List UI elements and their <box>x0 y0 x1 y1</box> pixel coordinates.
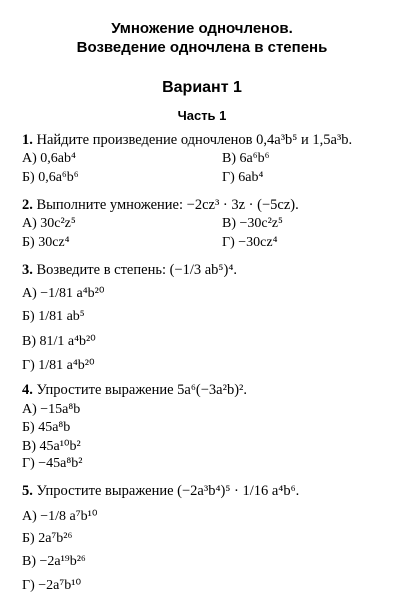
question-number: 3. <box>22 262 33 278</box>
answer-5c: В) −2a¹⁹b²⁶ <box>22 554 86 569</box>
question-text: Выполните умножение: −2cz³ · 3z · (−5cz). <box>36 197 299 213</box>
question-text: Найдите произведение одночленов 0,4a³b⁵ и 1,5a³b. <box>36 132 353 148</box>
question-text: Упростите выражение 5a⁶(−3a²b)². <box>36 382 247 398</box>
answer-5a: А) −1/8 a⁷b¹⁰ <box>22 509 98 524</box>
title-line-2: Возведение одночлена в степень <box>76 39 328 56</box>
answer-5d: Г) −2a⁷b¹⁰ <box>22 578 82 593</box>
answer-4c: В) 45a¹⁰b² <box>22 439 81 454</box>
question-1 <box>22 132 352 149</box>
answer-4a: А) −15a⁸b <box>22 402 81 417</box>
question-4 <box>22 382 247 399</box>
question-2 <box>22 197 299 214</box>
question-number: 2. <box>22 197 33 213</box>
answer-5b: Б) 2a⁷b²⁶ <box>22 531 73 546</box>
question-text: Возведите в степень: (−1/3 ab⁵)⁴. <box>36 262 238 278</box>
answer-2a: А) 30c²z⁵ <box>22 216 76 231</box>
answer-2b: Б) 30cz⁴ <box>22 235 70 250</box>
answer-1c: В) 6a⁶b⁶ <box>222 151 270 166</box>
question-number: 1. <box>22 132 33 148</box>
answer-3d: Г) 1/81 a⁴b²⁰ <box>22 358 95 373</box>
answer-4b: Б) 45a⁸b <box>22 420 71 435</box>
answer-2d: Г) −30cz⁴ <box>222 235 278 250</box>
question-5 <box>22 483 299 500</box>
title-line-1: Умножение одночленов. <box>111 20 293 37</box>
answer-1d: Г) 6ab⁴ <box>222 170 264 185</box>
answer-3c: В) 81/1 a⁴b²⁰ <box>22 334 96 349</box>
question-text: Упростите выражение (−2a³b⁴)⁵ · 1/16 a⁴b⁶. <box>36 483 300 499</box>
answer-3b: Б) 1/81 ab⁵ <box>22 309 85 324</box>
answer-1a: А) 0,6ab⁴ <box>22 151 76 166</box>
question-3 <box>22 262 237 279</box>
question-number: 4. <box>22 382 33 398</box>
question-number: 5. <box>22 483 33 499</box>
part-heading: Часть 1 <box>177 108 227 123</box>
answer-3a: А) −1/81 a⁴b²⁰ <box>22 286 105 301</box>
answer-4d: Г) −45a⁸b² <box>22 456 83 471</box>
variant-heading: Вариант 1 <box>162 79 242 96</box>
answer-2c: В) −30c²z⁵ <box>222 216 283 231</box>
answer-1b: Б) 0,6a⁶b⁶ <box>22 170 79 185</box>
